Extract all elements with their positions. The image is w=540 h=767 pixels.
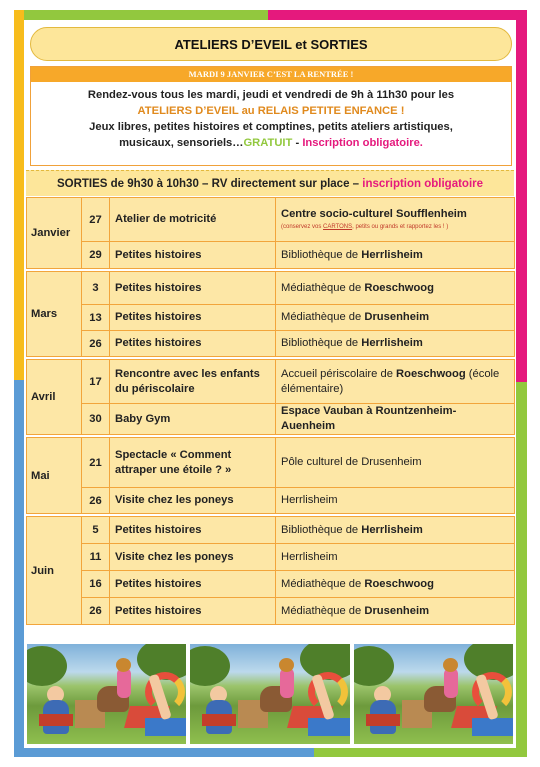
activity-cell: Petites histoires (110, 305, 276, 331)
day-cell: 13 (82, 305, 110, 331)
place-town: Drusenheim (364, 604, 430, 617)
place-town: Roeschwoog (396, 367, 466, 380)
place-cell (276, 517, 515, 544)
table-row (27, 571, 515, 598)
activity-cell: Visite chez les poneys (110, 544, 276, 571)
table-row (27, 517, 515, 544)
intro-line-2: ATELIERS D’EVEIL au RELAIS PETITE ENFANCE ! (137, 105, 405, 117)
announcement-banner: MARDI 9 JANVIER C’EST LA RENTRÉE ! (31, 67, 511, 82)
place-note (281, 223, 509, 232)
place-cell (276, 272, 515, 305)
schedule-table (26, 197, 515, 625)
intro-line-4-text: musicaux, sensoriels… (119, 137, 244, 149)
intro-line-1: Rendez-vous tous les mardi, jeudi et vendredi de 9h à 11h30 pour les (87, 89, 455, 101)
table-row (27, 242, 515, 269)
frame-top-green (24, 10, 268, 20)
place-town: Roeschwoog (364, 577, 434, 590)
place-cell (276, 305, 515, 331)
place-cell (276, 331, 515, 357)
frame-right-pink (516, 10, 527, 382)
day-cell: 5 (82, 517, 110, 544)
table-row (27, 598, 515, 625)
place-prefix: Bibliothèque de (281, 523, 362, 536)
place-prefix: Médiathèque de (281, 281, 365, 294)
table-row (27, 438, 515, 488)
place-prefix: Herrlisheim (281, 550, 338, 563)
month-cell: Mai (27, 438, 82, 514)
activity-cell: Petites histoires (110, 598, 276, 625)
sorties-header (26, 170, 514, 196)
table-row (27, 198, 515, 242)
place-cell (276, 544, 515, 571)
sorties-inscription: inscription obligatoire (362, 178, 484, 190)
day-cell: 17 (82, 360, 110, 404)
place-prefix: Médiathèque de (281, 311, 365, 323)
place-town: Espace Vauban à Rountzenheim-Auenheim (281, 405, 457, 432)
day-cell: 3 (82, 272, 110, 305)
activity-cell: Baby Gym (110, 404, 276, 435)
table-row (27, 360, 515, 404)
place-cell (276, 242, 515, 269)
place-cell (276, 360, 515, 404)
activity-cell: Rencontre avec les enfants du périscolaire (110, 360, 276, 404)
place-town: Roeschwoog (364, 281, 434, 294)
note-text-end: , petits ou grands et rapportez les ! ) (352, 224, 449, 230)
intro-line-4 (31, 135, 511, 151)
day-cell: 26 (82, 331, 110, 357)
activity-cell: Atelier de motricité (110, 198, 276, 242)
inscription-label: Inscription obligatoire. (302, 137, 423, 149)
children-activities-photo (354, 644, 513, 744)
activity-cell: Petites histoires (110, 571, 276, 598)
place-town: Drusenheim (364, 311, 430, 323)
photo-strip (27, 644, 513, 744)
place-prefix: Bibliothèque de (281, 337, 362, 349)
page-title-text: ATELIERS D’EVEIL et SORTIES (174, 36, 368, 52)
table-row (27, 331, 515, 357)
month-cell: Janvier (27, 198, 82, 269)
table-row (27, 544, 515, 571)
day-cell: 30 (82, 404, 110, 435)
activity-cell: Petites histoires (110, 331, 276, 357)
intro-dash: - (292, 137, 303, 149)
note-cartons: CARTONS (323, 224, 353, 230)
place-cell (276, 571, 515, 598)
place-prefix: Herrlisheim (281, 494, 338, 506)
day-cell: 26 (82, 598, 110, 625)
table-row (27, 488, 515, 514)
place-town: Herrlisheim (361, 523, 423, 536)
place-town: Herrlisheim (361, 337, 423, 349)
day-cell: 26 (82, 488, 110, 514)
intro-line-3: Jeux libres, petites histoires et comptines, petits ateliers artistiques, (89, 121, 453, 133)
day-cell: 16 (82, 571, 110, 598)
activity-cell: Visite chez les poneys (110, 488, 276, 514)
activity-cell: Spectacle « Comment attraper une étoile ? » (110, 438, 276, 488)
place-town: Centre socio-culturel Soufflenheim (281, 208, 467, 220)
table-row (27, 305, 515, 331)
frame-bottom-green (314, 748, 527, 757)
page-title (30, 27, 512, 61)
frame-right-green (516, 382, 527, 757)
info-box (30, 66, 512, 166)
frame-left-yellow (14, 10, 24, 380)
place-cell (276, 438, 515, 488)
activity-cell: Petites histoires (110, 272, 276, 305)
place-prefix: Médiathèque de (281, 577, 365, 590)
day-cell: 27 (82, 198, 110, 242)
table-row (27, 272, 515, 305)
frame-bottom-blue (14, 748, 314, 757)
place-prefix: Accueil périscolaire de (281, 367, 397, 380)
note-text: (conservez vos (281, 224, 324, 230)
place-cell (276, 488, 515, 514)
place-prefix: Pôle culturel de Drusenheim (281, 456, 422, 468)
children-activities-photo (27, 644, 186, 744)
day-cell: 21 (82, 438, 110, 488)
table-row (27, 404, 515, 435)
month-cell: Avril (27, 360, 82, 435)
month-cell: Mars (27, 272, 82, 357)
day-cell: 11 (82, 544, 110, 571)
month-cell: Juin (27, 517, 82, 625)
place-prefix: Bibliothèque de (281, 248, 362, 261)
activity-cell: Petites histoires (110, 242, 276, 269)
frame-left-blue (14, 380, 24, 757)
gratuit-label: GRATUIT (243, 137, 293, 149)
activity-cell: Petites histoires (110, 517, 276, 544)
place-town: Herrlisheim (361, 248, 423, 261)
place-suffix: (école élémentaire) (281, 367, 500, 395)
sorties-text: SORTIES de 9h30 à 10h30 – RV directement sur place – (56, 178, 363, 190)
day-cell: 29 (82, 242, 110, 269)
place-cell (276, 198, 515, 242)
frame-top-pink (268, 10, 527, 20)
children-activities-photo (190, 644, 349, 744)
place-prefix: Médiathèque de (281, 604, 365, 617)
place-cell (276, 598, 515, 625)
place-cell (276, 404, 515, 435)
